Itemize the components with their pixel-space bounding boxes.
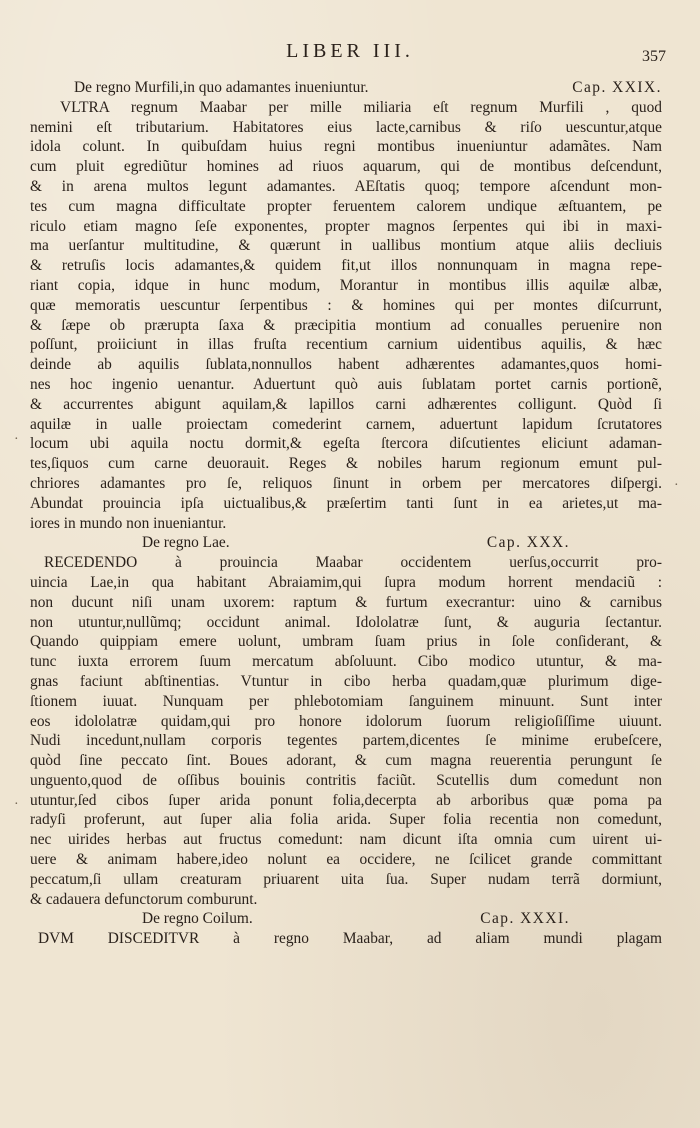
text-line: Abundat prouincia ipſa uictualibus,& præſertim tanti ſunt in ea arietes,ut ma- [30,494,662,512]
text-line: tunc iuxta errorem ſuum mercatum abſoluunt. Cibo modico utuntur, & ma- [30,653,662,671]
margin-speck: · [14,432,19,447]
text-line: tes,ſiquos cum carne deuorauit. Reges & nobiles harum regionum emunt pul- [30,455,662,473]
text-line: uere & animam habere,ideo nolunt ea occidere, ne ſcilicet grande committant [30,851,662,869]
chapter-title: De regno Murfili,in quo adamantes inueniuntur. [74,79,369,96]
text-line: & retruſis locis adamantes,& quidem fit,ut illos nonnunquam in magna repe- [30,257,662,275]
text-line: ma uerſantur multitudine, & quærunt in uallibus montium atque aliis decliuis [30,237,662,255]
text-line: & in arena multos legunt adamantes. AEſtatis quoq; tempore aſcendunt mon- [30,177,662,195]
chapter-heading [30,78,662,98]
text-line: eos idololatræ quidam,qui pro honore idolorum ſuorum religioſiſſime uiuunt. [30,712,662,730]
chapter-heading [30,533,662,553]
text-line: & accurrentes abigunt aquilam,& lapillos carni adhærentes colligunt. Quòd ſi [30,395,662,413]
text-line: idola colunt. In quibuſdam huius regni montibus inueniuntur adamãtes. Nam [30,138,662,156]
text-line: Quando quippiam emere uolunt, umbram ſuam prius in ſole conſiderant, & [30,633,662,651]
text-line: aquilæ in ualle proiectam comederint carnem, aduertunt lapidum ſcrutatores [30,415,662,433]
text-line: quòd ſine peccato ſint. Boues adorant, & cum magna reuerentia perungunt ſe [30,752,662,770]
text-line: deinde ab aquilis ſublata,nonnullos habent adhærentes adamantes,quos homi- [30,356,662,374]
chapter-number: Cap. XXX. [486,534,570,552]
text-line: poſſunt, proiiciunt in illas fruſta recentium carnium uidentibus aquilis, & hæc [30,336,662,354]
margin-speck: · [674,478,679,493]
text-line: locum ubi aquila noctu dormit,& egeſta ſtercora diſcutientes eliciunt adaman- [30,435,662,453]
text-line: & ſæpe ob prærupta ſaxa & præcipitia montium ad conualles peruenire non [30,316,662,334]
text-line: RECEDENDO à prouincia Maabar occidentem uerſus,occurrit pro- [44,554,662,572]
chapter-heading [30,909,662,929]
text-line: gnas faciunt abſtinentias. Vtuntur in cibo herba quadam,quæ plurimum dige- [30,672,662,690]
text-line: utuntur,ſed cibos ſuper arida ponunt folia,decerpta ab arboribus quæ poma pa [30,791,662,809]
page-header [0,40,700,68]
page-number: 357 [642,48,666,65]
chapter-number: Cap. XXXI. [480,910,570,928]
text-line: unguento,quod de oſſibus bouinis contritis faciũt. Scutellis dum comedunt non [30,771,662,789]
text-line: nes hoc ingenio uenantur. Aduertunt quò auis ſublatam portet carnis portionẽ, [30,375,662,393]
text-line: non ducunt niſi unam uxorem: raptum & furtum execrantur: uino & carnibus [30,593,662,611]
text-line: non utuntur,nullũmq; occidunt animal. Idololatræ ſunt, & auguria ſectantur. [30,613,662,631]
text-line: radyſi proferunt, aut ſuper alia folia arida. Super folia recentia non comedunt, [30,811,662,829]
text-line: VLTRA regnum Maabar per mille miliaria eſt regnum Murfili , quod [60,98,662,116]
text-line: riant copia, idque in hunc modum, Morantur in montibus illis aquilæ albæ, [30,276,662,294]
text-line: peccatum,ſi ullam creaturam priuarent uita ſua. Super nudam terrã dormiunt, [30,870,662,888]
text-line: chriores adamantes pro ſe, reliquos ſinunt in orbem per mercatores diſpergi. [30,474,662,492]
text-line: ſtionem iuuat. Nunquam per phlebotomiam ſanguinem minuunt. Sunt inter [30,692,662,710]
text-line: tes cum magna difficultate propter feruentem calorem undique æſtuantem, pe [30,197,662,215]
chapter-number: Cap. XXIX. [572,79,662,96]
chapter-title: De regno Lae. [142,534,230,552]
text-block [30,78,662,949]
running-title: LIBER III. [286,40,414,62]
text-line: iores in mundo non inueniantur. [30,514,227,532]
text-line: quæ memoratis uescuntur ſerpentibus : & homines qui per montes diſcurrunt, [30,296,662,314]
text-line: cum pluit egrediũtur homines ad riuos aquarum, qui de montibus deſcendunt, [30,158,662,176]
text-line: & cadauera defunctorum comburunt. [30,890,258,908]
text-line: Nudi incedunt,nullam corporis tegentes partem,dicentes ſe minime erubeſcere, [30,732,662,750]
text-line: nemini eſt tributarium. Habitatores eius lacte,carnibus & riſo uescuntur,atque [30,118,662,136]
text-line: uincia Lae,in qua habitant Abraiamim,qui ſupra modum horrent mendaciũ : [30,573,662,591]
text-line: DVM DISCEDITVR à regno Maabar, ad aliam mundi plagam [38,930,662,948]
margin-speck: · [14,797,19,812]
text-line: riculo etiam magno ſeſe exponentes, propter magnos ſerpentes qui ibi in maxi- [30,217,662,235]
chapter-title: De regno Coilum. [142,910,253,928]
text-line: nec uirides herbas aut fructus comedunt: nam dicunt iſta omnia cum uirent ui- [30,831,662,849]
